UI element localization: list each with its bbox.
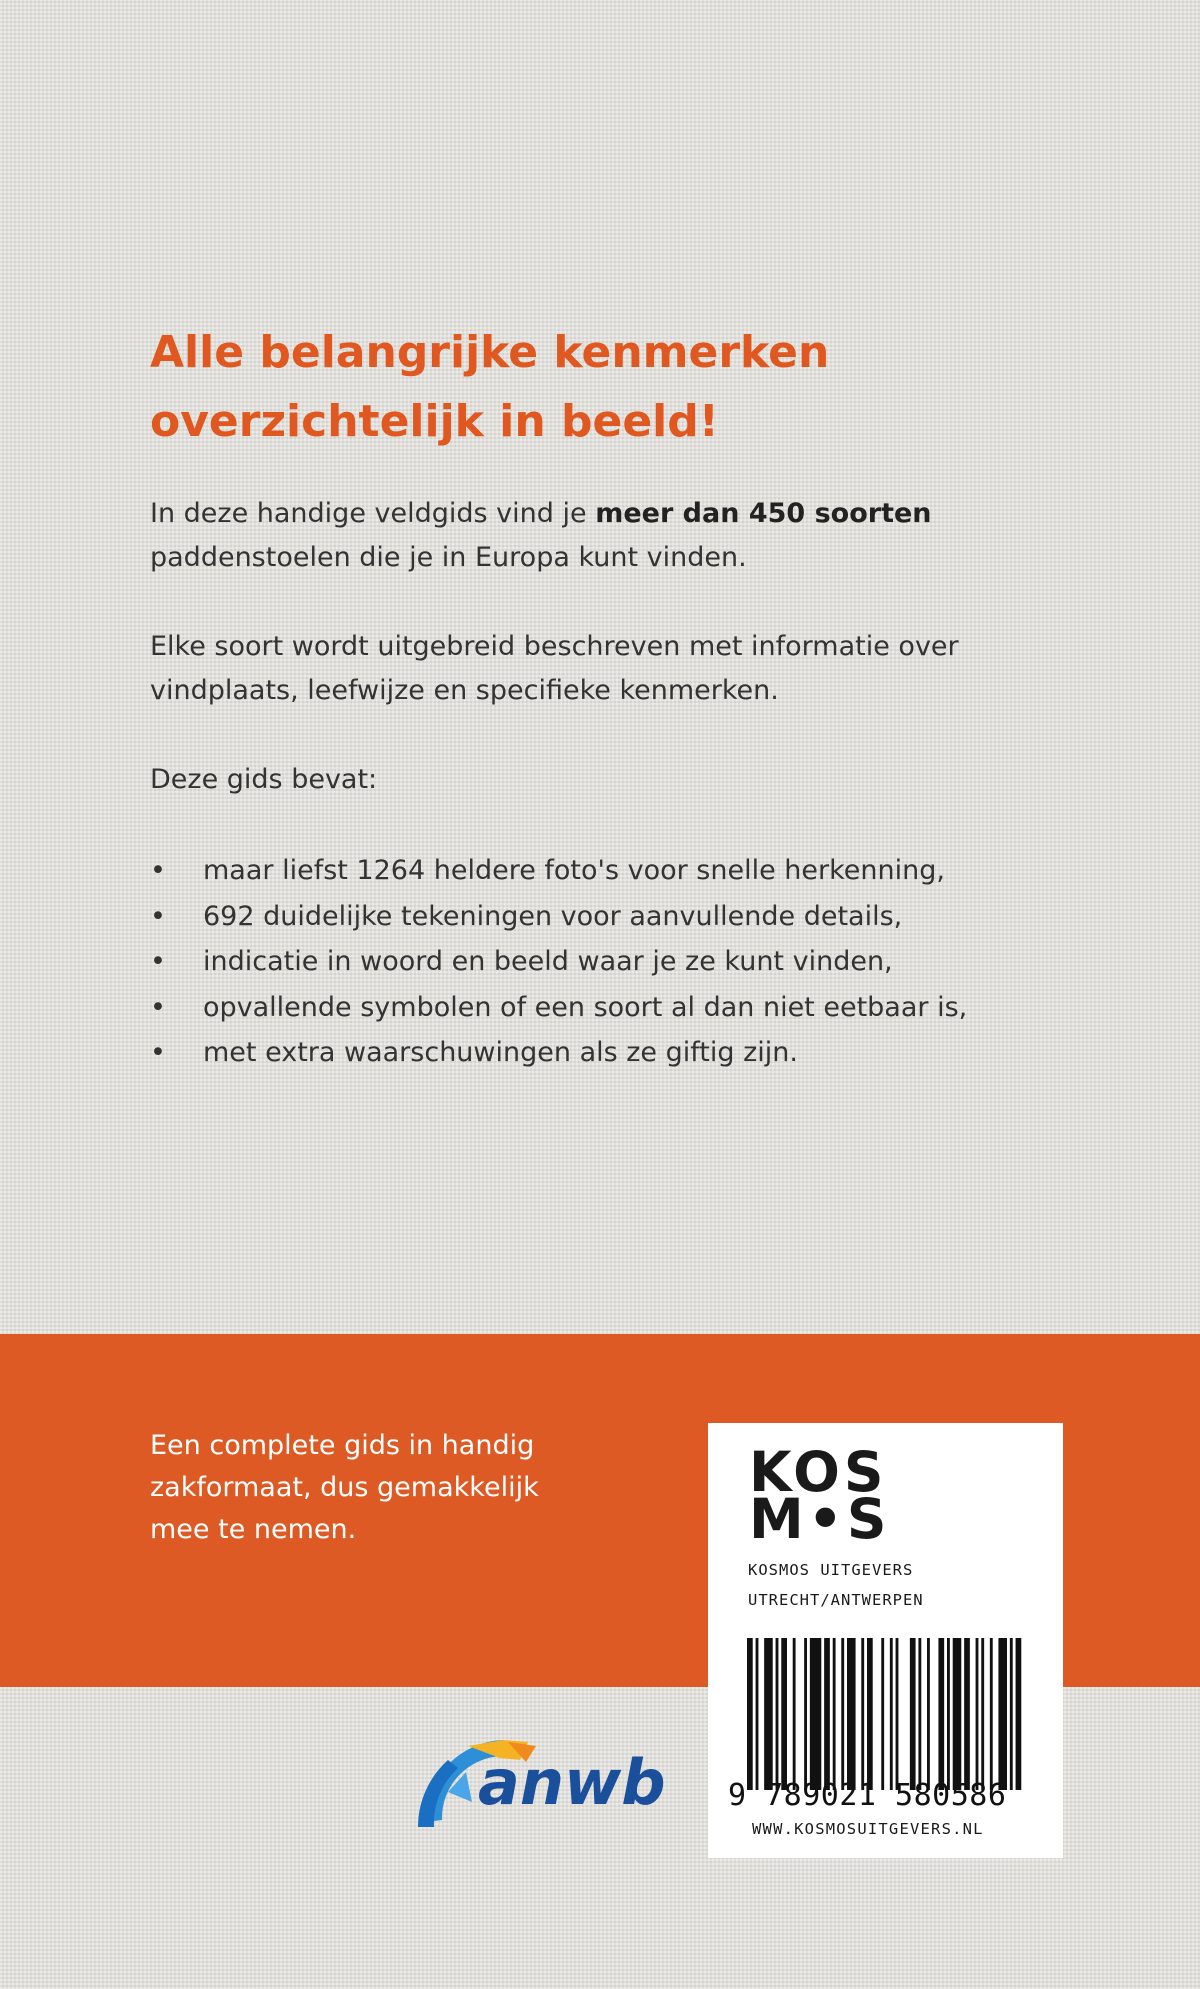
heading-line-2: overzichtelijk in beeld!: [150, 396, 719, 447]
barcode-bar: [793, 1638, 796, 1790]
barcode-bar: [833, 1638, 836, 1790]
list-item: • maar liefst 1264 heldere foto's voor snelle herkenning,: [150, 848, 967, 894]
barcode-bar: [927, 1638, 930, 1790]
barcode-bar: [764, 1638, 773, 1790]
intro-text-2: paddenstoelen die je in Europa kunt vinden.: [150, 542, 747, 573]
publisher-info: [748, 1555, 924, 1615]
barcode-bar: [981, 1638, 984, 1790]
barcode-bar: [918, 1638, 921, 1790]
barcode-bar: [810, 1638, 821, 1790]
barcode-bar: [938, 1638, 944, 1790]
barcode-bar: [947, 1638, 950, 1790]
barcode-bar: [1010, 1638, 1013, 1790]
logo-line-2: M•S: [749, 1487, 891, 1551]
barcode: [747, 1638, 1027, 1790]
barcode-bar: [841, 1638, 844, 1790]
intro-paragraph: [150, 492, 1050, 580]
publisher-location: UTRECHT/ANTWERPEN: [748, 1591, 924, 1609]
list-item: • met extra waarschuwingen als ze giftig zijn.: [150, 1030, 967, 1076]
list-item: • opvallende symbolen of een soort al dan niet eetbaar is,: [150, 985, 967, 1031]
publisher-label: [708, 1423, 1063, 1858]
intro-highlight: meer dan 450 soorten: [595, 498, 932, 529]
kosmos-logo: [749, 1440, 891, 1551]
anwb-wordmark: anwb: [478, 1746, 666, 1819]
publisher-name: KOSMOS UITGEVERS: [748, 1561, 914, 1579]
publisher-url: WWW.KOSMOSUITGEVERS.NL: [752, 1820, 984, 1838]
barcode-bar: [861, 1638, 864, 1790]
feature-list: [150, 848, 967, 1076]
anwb-logo: [408, 1732, 678, 1832]
barcode-bar: [990, 1638, 993, 1790]
list-item: • indicatie in woord en beeld waar je ze kunt vinden,: [150, 939, 967, 985]
barcode-bar: [964, 1638, 970, 1790]
barcode-bar: [847, 1638, 856, 1790]
barcode-bar: [890, 1638, 893, 1790]
barcode-bar: [1016, 1638, 1022, 1790]
band-text: Een complete gids in handig zakformaat, dus gemakkelijk mee te nemen.: [150, 1430, 539, 1545]
barcode-bar: [747, 1638, 753, 1790]
description-paragraph: Elke soort wordt uitgebreid beschreven met informatie over vindplaats, leefwijze en specifieke kenmerken.: [150, 631, 959, 706]
barcode-bar: [804, 1638, 807, 1790]
barcode-bar: [896, 1638, 899, 1790]
barcode-bar: [867, 1638, 873, 1790]
barcode-bar: [776, 1638, 779, 1790]
barcode-bar: [756, 1638, 759, 1790]
heading-line-1: Alle belangrijke kenmerken: [150, 327, 830, 378]
barcode-bar: [998, 1638, 1007, 1790]
barcode-bar: [976, 1638, 979, 1790]
logo-line-1: KOS: [749, 1440, 888, 1504]
barcode-bar: [781, 1638, 787, 1790]
barcode-bar: [910, 1638, 916, 1790]
isbn-number: 9 789021 580586: [728, 1778, 1007, 1813]
page-heading: [150, 318, 829, 456]
barcode-bar: [881, 1638, 884, 1790]
barcode-bar: [953, 1638, 962, 1790]
intro-text: In deze handige veldgids vind je: [150, 498, 596, 529]
contents-label: Deze gids bevat:: [150, 764, 378, 795]
list-item: • 692 duidelijke tekeningen voor aanvullende details,: [150, 894, 967, 940]
barcode-bar: [824, 1638, 830, 1790]
